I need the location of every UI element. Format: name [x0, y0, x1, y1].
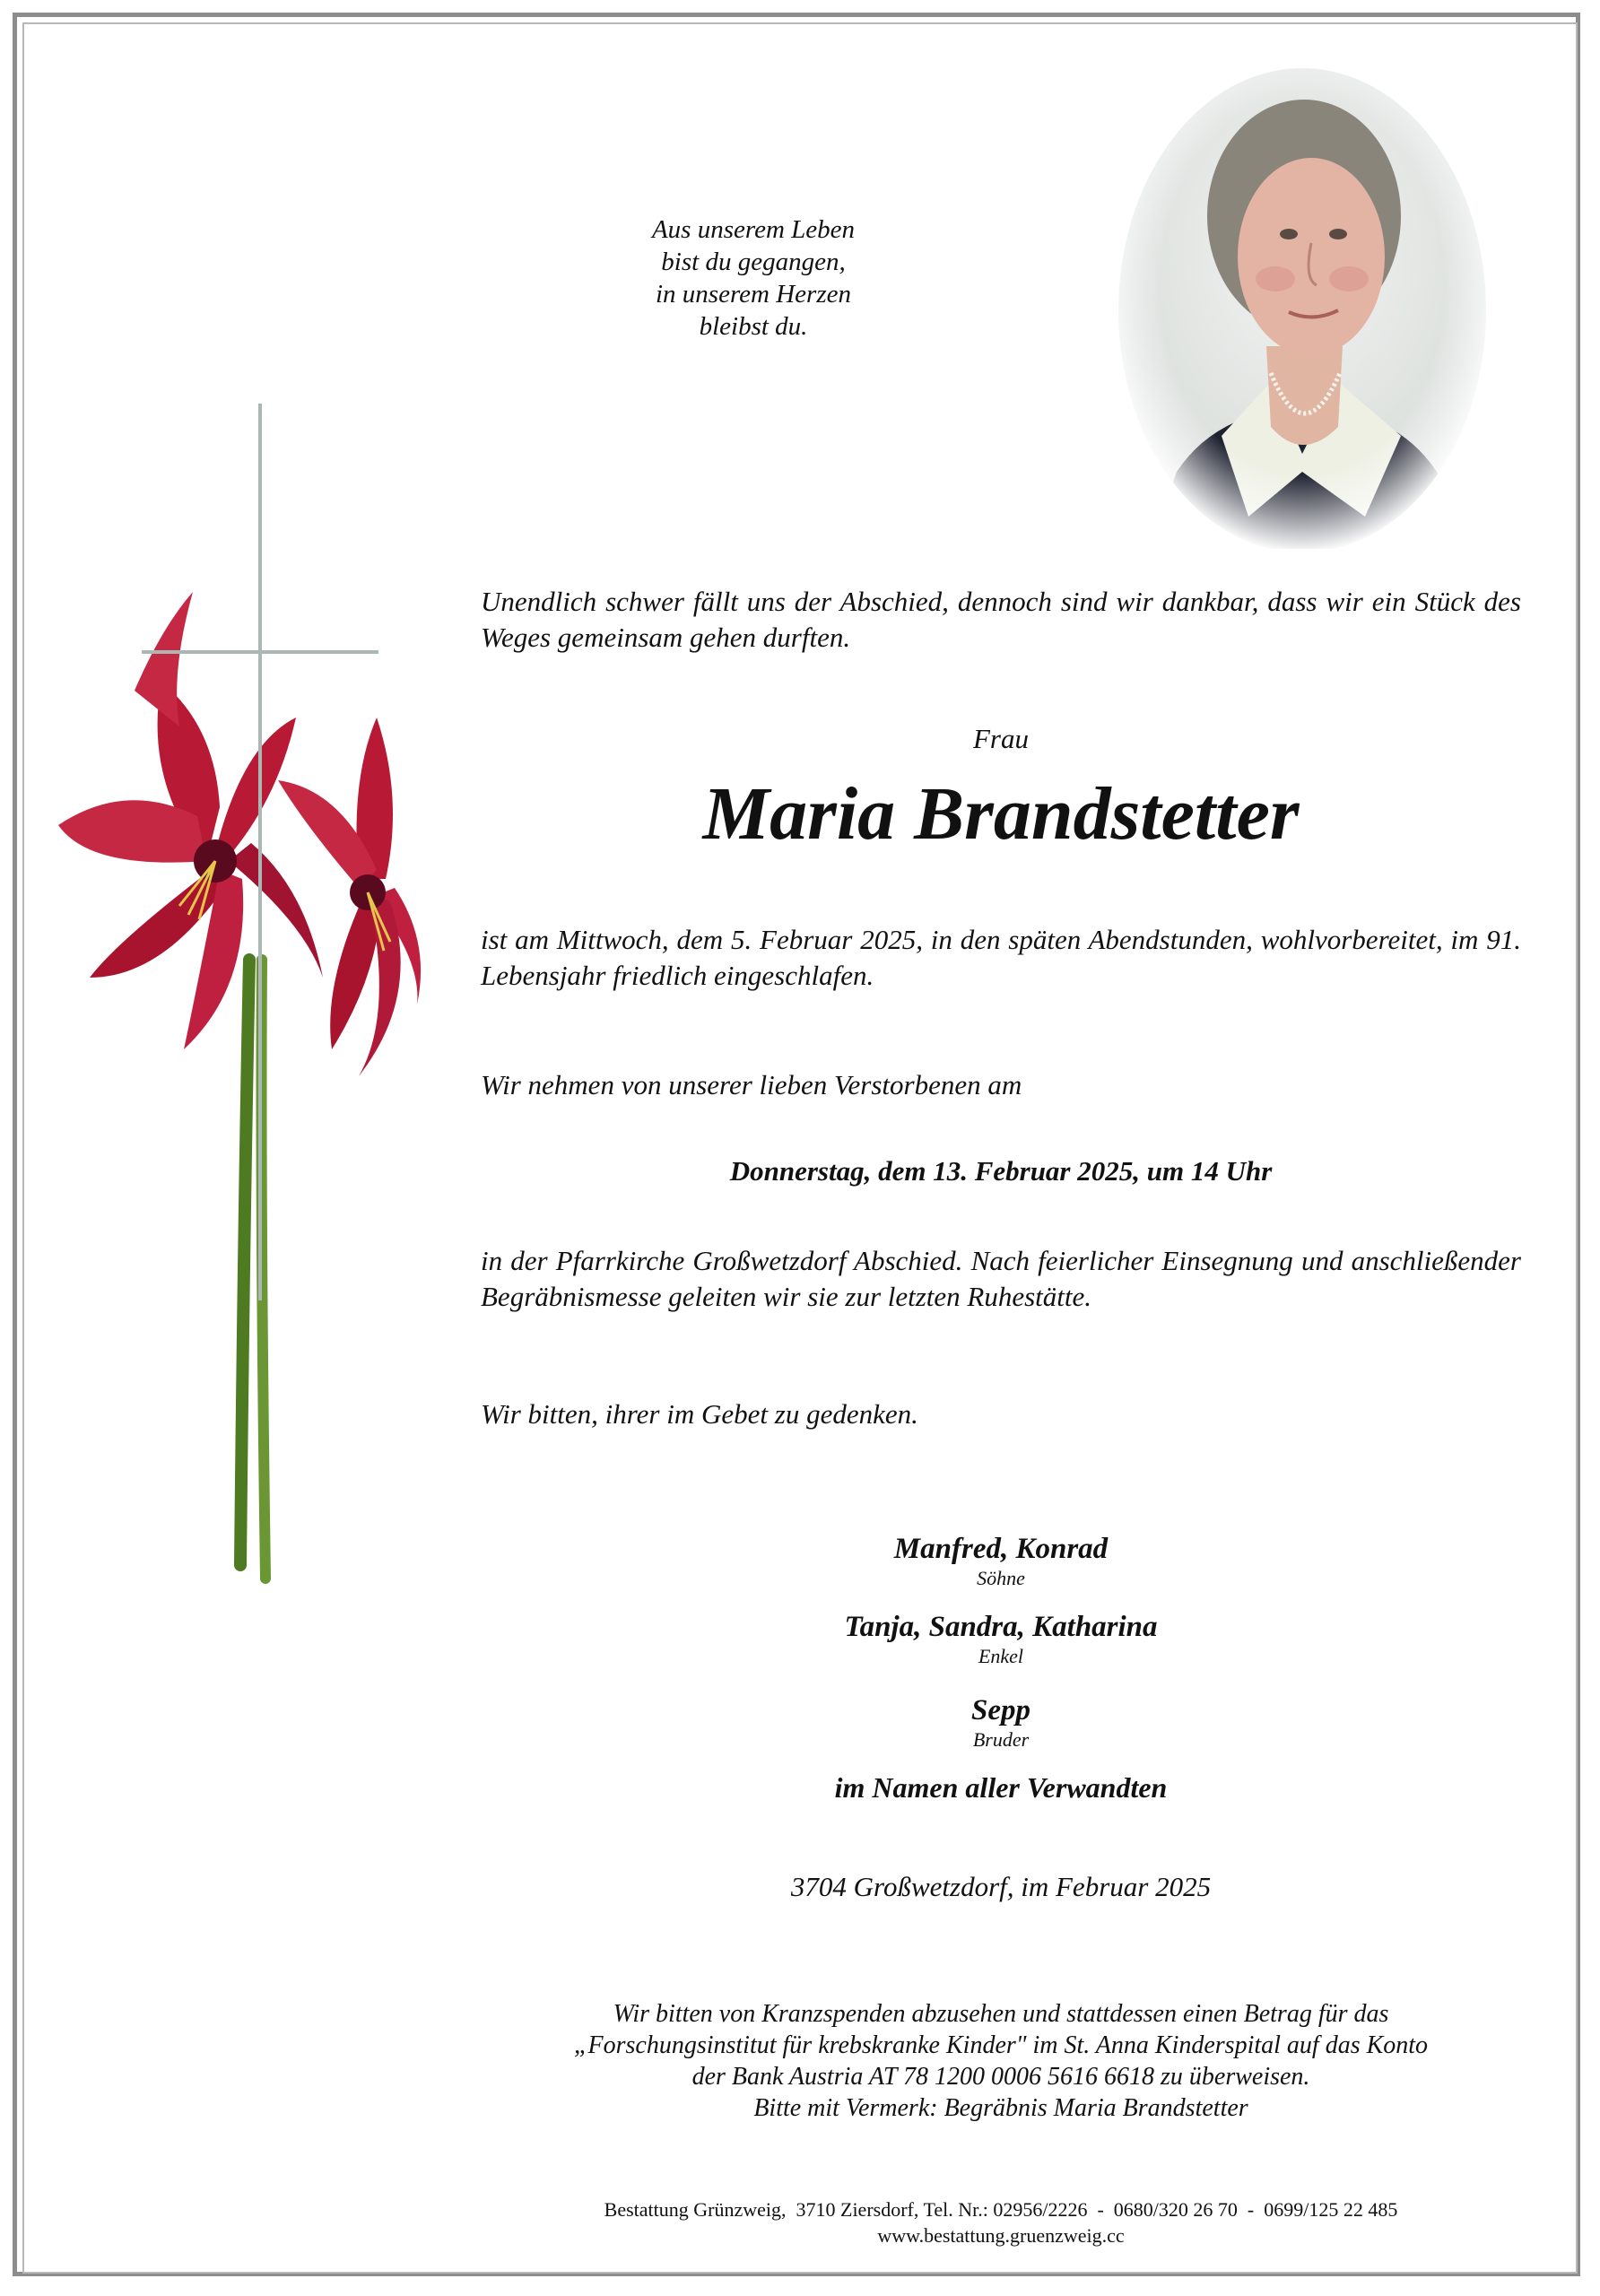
motto-line: bleibst du.	[699, 312, 808, 341]
donation-line: „Forschungsinstitut für krebskranke Kinder" im St. Anna Kinderspital auf das Konto	[573, 2031, 1429, 2059]
motto-line: bist du gegangen,	[661, 248, 846, 276]
mourner-relation: Söhne	[977, 1567, 1025, 1589]
motto-line: in unserem Herzen	[656, 280, 851, 309]
mourner-relation: Bruder	[972, 1728, 1030, 1751]
farewell-intro: Wir nehmen von unserer lieben Verstorbenen am	[481, 1069, 1022, 1100]
footer-website: www.bestattung.gruenzweig.cc	[877, 2224, 1125, 2247]
funeral-text: in der Pfarrkirche Großwetzdorf Abschied. Nach feierlicher Einsegnung und anschließender Begräbnismesse geleiten wir sie zur letzten Ruhestätte.	[481, 1245, 1521, 1312]
mourner-group	[481, 1692, 1521, 1752]
mourner-names: Sepp	[971, 1694, 1030, 1726]
mourner-names: Manfred, Konrad	[893, 1533, 1109, 1565]
mourner-names: Tanja, Sandra, Katharina	[844, 1611, 1158, 1643]
mourner-relation: Enkel	[978, 1645, 1024, 1667]
flower-right	[278, 718, 421, 1076]
motto-line: Aus unserem Leben	[651, 215, 856, 244]
amaryllis-cross-illustration	[36, 404, 430, 1596]
flower-left	[58, 592, 323, 1049]
motto	[556, 213, 951, 343]
funeral-home-footer	[481, 2196, 1521, 2248]
place-date: 3704 Großwetzdorf, im Februar 2025	[790, 1871, 1212, 1902]
cross-vertical	[258, 404, 262, 1300]
intro-text: Unendlich schwer fällt uns der Abschied, dennoch sind wir dankbar, dass wir ein Stück des Weges gemeinsam gehen durften.	[481, 586, 1521, 653]
donation-line: Bitte mit Vermerk: Begräbnis Maria Brandstetter	[753, 2094, 1248, 2122]
prayer-request: Wir bitten, ihrer im Gebet zu gedenken.	[481, 1398, 918, 1430]
donation-request	[481, 1998, 1521, 2124]
donation-line: der Bank Austria AT 78 1200 0006 5616 6618 zu überweisen.	[691, 2063, 1310, 2091]
portrait-photo	[1114, 50, 1491, 549]
mourner-group	[481, 1609, 1521, 1668]
mourner-group	[481, 1531, 1521, 1590]
salutation: Frau	[973, 723, 1029, 754]
deceased-name: Maria Brandstetter	[702, 772, 1300, 856]
funeral-date: Donnerstag, dem 13. Februar 2025, um 14 Uhr	[729, 1155, 1273, 1187]
cross-horizontal	[142, 650, 378, 654]
footer-contact: Bestattung Grünzweig, 3710 Ziersdorf, Tel. Nr.: 02956/2226 - 0680/320 26 70 - 0699/125 22 485	[604, 2198, 1398, 2221]
closing-line: im Namen aller Verwandten	[834, 1771, 1168, 1804]
death-notice: ist am Mittwoch, dem 5. Februar 2025, in den späten Abendstunden, wohlvorbereitet, im 91. Lebensjahr friedlich eingeschlafen.	[481, 924, 1521, 991]
donation-line: Wir bitten von Kranzspenden abzusehen und stattdessen einen Betrag für das	[613, 2000, 1389, 2028]
